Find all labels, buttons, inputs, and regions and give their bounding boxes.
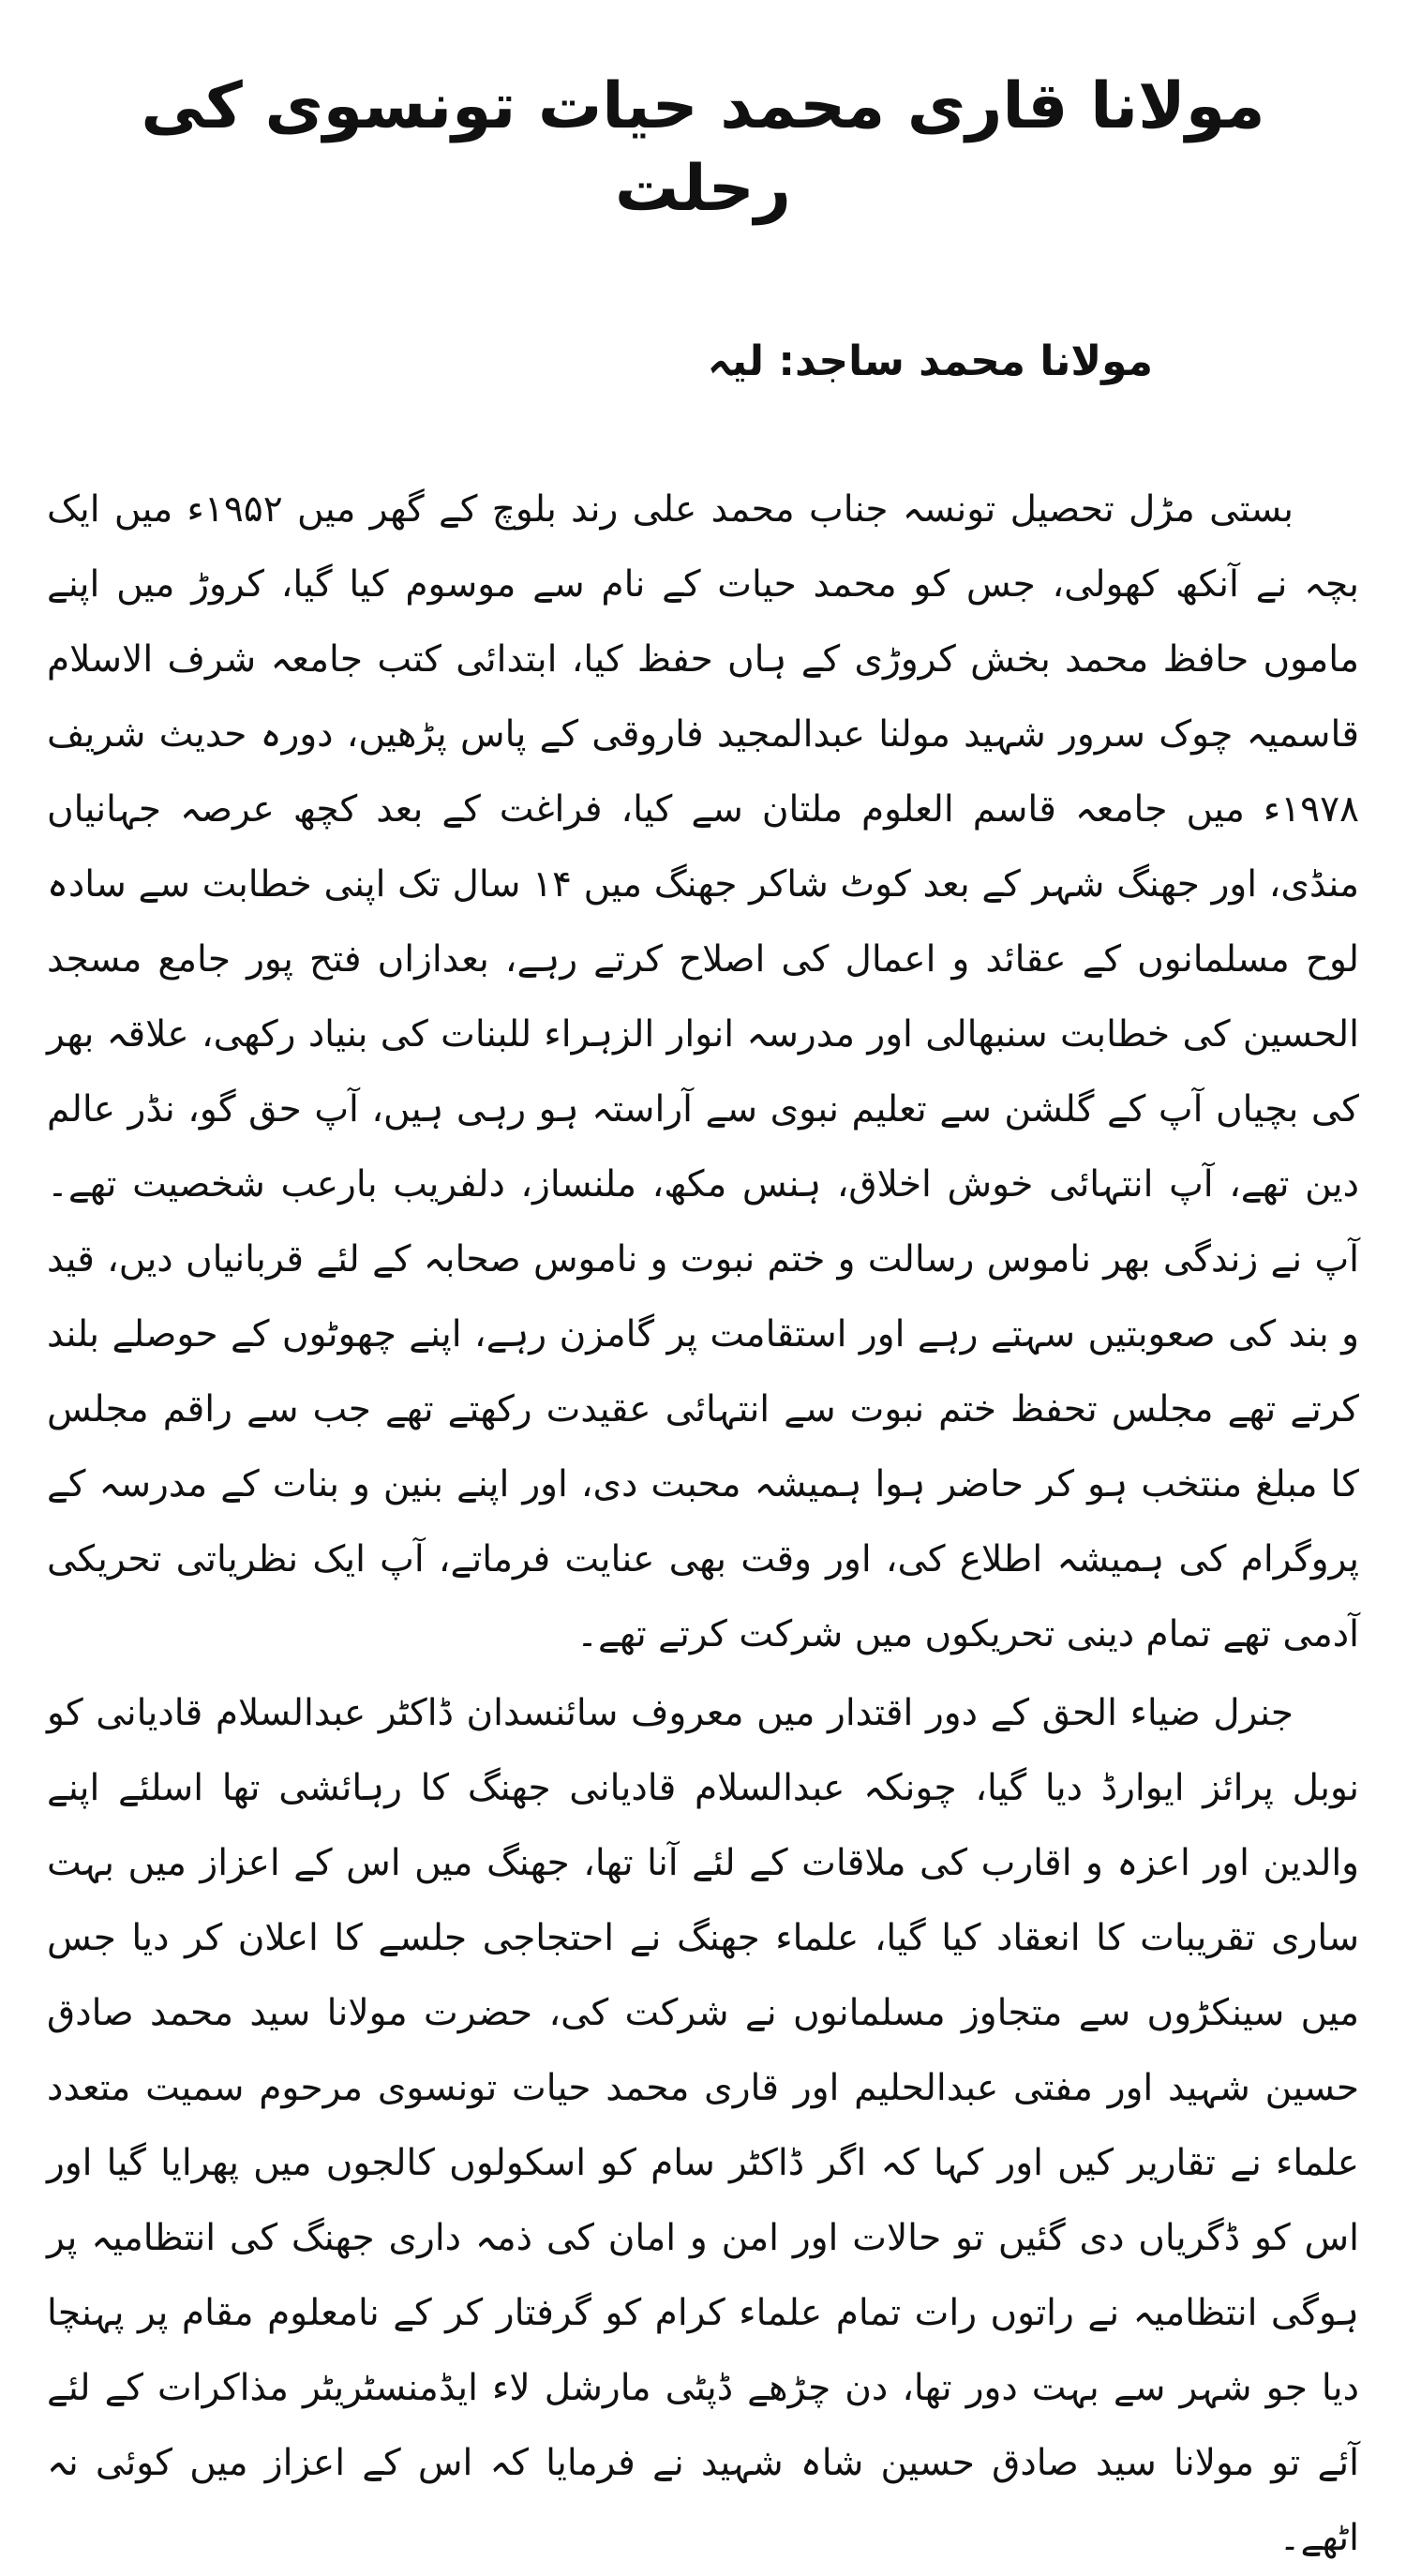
article-paragraph-1: بستی مڑل تحصیل تونسہ جناب محمد علی رند بلوچ کے گھر میں ۱۹۵۲ء میں ایک بچہ نے آنکھ کھولی، جس کو محمد حیات کے نام سے موسوم کیا گیا، کروڑ میں اپنے ماموں حافظ محمد بخش کروڑی کے ہاں حفظ کیا، ابتدائی کتب جامعہ شرف الاسلام قاسمیہ چوک سرور شہید مولنا عبدالمجید فاروقی کے پاس پڑھیں، دورہ حدیث شریف ۱۹۷۸ء میں جامعہ قاسم العلوم ملتان سے کیا، فراغت کے بعد کچھ عرصہ جہانیاں منڈی، اور جھنگ شہر کے بعد کوٹ شاکر جھنگ میں ۱۴ سال تک اپنی خطابت سے سادہ لوح مسلمانوں کے عقائد و اعمال کی اصلاح کرتے رہے، بعدازاں فتح پور جامع مسجد الحسین کی خطابت سنبھالی اور مدرسہ انوار الزہراء للبنات کی بنیاد رکھی، علاقہ بھر کی بچیاں آپ کے گلشن سے تعلیم نبوی سے آراستہ ہو رہی ہیں، آپ حق گو، نڈر عالم دین تھے، آپ انتہائی خوش اخلاق، ہنس مکھ، ملنساز، دلفریب بارعب شخصیت تھے۔ آپ نے زندگی بھر ناموس رسالت و ختم نبوت و ناموس صحابہ کے لئے قربانیاں دیں، قید و بند کی صعوبتیں سہتے رہے اور استقامت پر گامزن رہے، اپنے چھوٹوں کے حوصلے بلند کرتے تھے مجلس تحفظ ختم نبوت سے انتہائی عقیدت رکھتے تھے جب سے راقم مجلس کا مبلغ منتخب ہو کر حاضر ہوا ہمیشہ محبت دی، اور اپنے بنین و بنات کے مدرسہ کے پروگرام کی ہمیشہ اطلاع کی، اور وقت بھی عنایت فرماتے، آپ ایک نظریاتی تحریکی آدمی تھے تمام دینی تحریکوں میں شرکت کرتے تھے۔ <box>47 487 1359 1655</box>
article-paragraph-2: جنرل ضیاء الحق کے دور اقتدار میں معروف سائنسدان ڈاکٹر عبدالسلام قادیانی کو نوبل پرائز ایوارڈ دیا گیا، چونکہ عبدالسلام قادیانی جھنگ کا رہائشی تھا اسلئے اپنے والدین اور اعزہ و اقارب کی ملاقات کے لئے آنا تھا، جھنگ میں اس کے اعزاز میں بہت ساری تقریبات کا انعقاد کیا گیا، علماء جھنگ نے احتجاجی جلسے کا اعلان کر دیا جس میں سینکڑوں سے متجاوز مسلمانوں نے شرکت کی، حضرت مولانا سید محمد صادق حسین شہید اور مفتی عبدالحلیم اور قاری محمد حیات تونسوی مرحوم سمیت متعدد علماء نے تقاریر کیں اور کہا کہ اگر ڈاکٹر سام کو اسکولوں کالجوں میں پھرایا گیا اور اس کو ڈگریاں دی گئیں تو حالات اور امن و امان کی ذمہ داری جھنگ کی انتظامیہ پر ہوگی انتظامیہ نے راتوں رات تمام علماء کرام کو گرفتار کر کے نامعلوم مقام پر پہنچا دیا جو شہر سے بہت دور تھا، دن چڑھے ڈپٹی مارشل لاء ایڈمنسٹریٹر مذاکرات کے لئے آئے تو مولانا سید صادق حسین شاہ شہید نے فرمایا کہ اس کے اعزاز میں کوئی نہ اٹھے۔ <box>47 1691 1359 2559</box>
article-title: مولانا قاری محمد حیات تونسوی کی رحلت <box>141 69 1265 227</box>
author-byline: مولانا محمد ساجد: لیہ <box>707 337 1153 385</box>
